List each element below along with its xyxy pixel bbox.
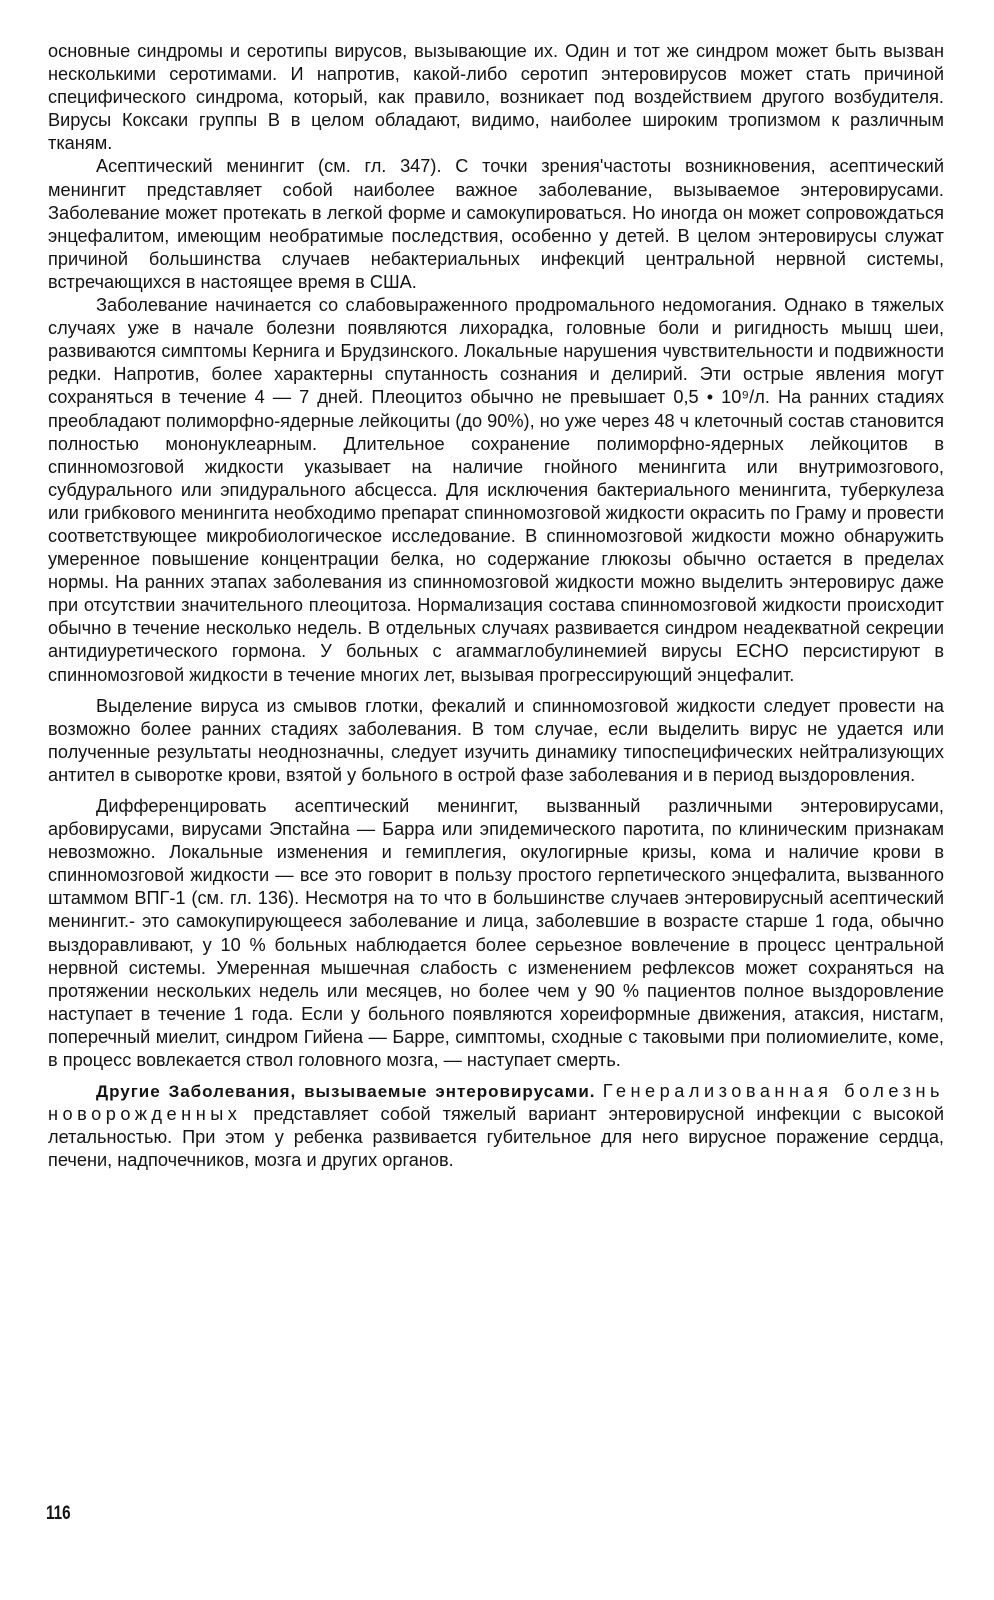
spaced-term: Генерализованная болезнь новорожденных [48, 1081, 944, 1125]
paragraph-virus-isolation: Выделение вируса из смывов глотки, фекалий и спинномозговой жидкости следует провести на возможно более ранних стадиях заболевания. В том случае, если выделить вирус не удается или полученные результаты неоднозначны, следует изучить динамику типоспецифических нейтрализующих антител в сыворотке крови, взятой у больного в острой фазе заболевания и в период выздоровления. [48, 695, 944, 785]
page-body [48, 40, 944, 1173]
paragraph-aseptic-meningitis: Асептический менингит (см. гл. 347). С точки зрения'частоты возникновения, асептический менингит представляет собой наиболее важное заболевание, вызываемое энтеровирусами. Заболевание может протекать в легкой форме и самокупироваться. Но иногда он может сопровождаться энцефалитом, имеющим необратимые последствия, особенно у детей. В целом энтеровирусы служат причиной большинства случаев небактериальных инфекций центральной нервной системы, встречающихся в настоящее время в США. [48, 156, 944, 292]
paragraph-1: основные синдромы и серотипы вирусов, вызывающие их. Один и тот же синдром может быть вызван несколькими серотимами. И напротив, какой-либо серотип энтеровирусов может стать причиной специфического синдрома, который, как правило, возникает под воздействием другого возбудителя. Вирусы Коксаки группы В в целом обладают, видимо, наиболее широким тропизмом к различным тканям. [48, 41, 944, 154]
section-heading: Другие Заболевания, вызываемые энтеровирусами. [96, 1082, 596, 1102]
page-number: 116 [46, 1503, 71, 1524]
paragraph-disease-course: Заболевание начинается со слабовыраженного продромального недомогания. Однако в тяжелых случаях уже в начале болезни появляются лихорадка, головные боли и ригидность мышц шеи, развиваются симптомы Кернига и Брудзинского. Локальные нарушения чувствительности и подвижности редки. Напротив, более характерны спутанность сознания и делирий. Эти острые явления могут сохраняться в течение 4 — 7 дней. Плеоцитоз обычно не превышает 0,5 • 10⁹/л. На ранних стадиях преобладают полиморфно-ядерные лейкоциты (до 90%), но уже через 48 ч клеточный состав становится полностью мононуклеарным. Длительное сохранение полиморфно-ядерных лейкоцитов в спинномозговой жидкости указывает на наличие гнойного менингита или внутримозгового, субдурального или эпидурального абсцесса. Для исключения бактериального менингита, туберкулеза или грибкового менингита необходимо препарат спинномозговой жидкости окрасить по Граму и провести соответствующее микробиологическое исследование. В спинномозговой жидкости можно обнаружить умеренное повышение концентрации белка, но содержание глюкозы обычно остается в пределах нормы. На ранних этапах заболевания из спинномозговой жидкости можно выделить энтеровирус даже при отсутствии значительного плеоцитоза. Нормализация состава спинномозговой жидкости происходит обычно в течение несколько недель. В отдельных случаях развивается синдром неадекватной секреции антидиуретического гормона. У больных с агаммаглобулинемией вирусы ECHO персистируют в спинномозговой жидкости в течение многих лет, вызывая прогрессирующий энцефалит. [48, 295, 944, 685]
section-text: представляет собой тяжелый вариант энтеровирусной инфекции с высокой летальностью. При этом у ребенка развивается губительное для него вирусное поражение сердца, печени, надпочечников, мозга и других органов. [48, 1104, 944, 1171]
paragraph-differential-diagnosis: Дифференцировать асептический менингит, вызванный различными энтеровирусами, арбовирусами, вирусами Эпстайна — Барра или эпидемического паротита, по клиническим признакам невозможно. Локальные изменения и гемиплегия, окулогирные кризы, кома и наличие крови в спинномозговой жидкости — все это говорит в пользу простого герпетического энцефалита, вызванного штаммом ВПГ-1 (см. гл. 136). Несмотря на то что в большинстве случаев энтеровирусный асептический менингит.- это самокупирующееся заболевание и лица, заболевшие в возрасте старше 1 года, обычно выздоравливают, у 10 % больных наблюдается более серьезное вовлечение в процесс центральной нервной системы. Умеренная мышечная слабость с изменением рефлексов может сохраняться на протяжении нескольких недель или месяцев, но более чем у 90 % пациентов полное выздоровление наступает в течение 1 года. Если у больного появляются хореиформные движения, атаксия, нистагм, поперечный миелит, синдром Гийена — Барре, симптомы, сходные с таковыми при полиомиелите, коме, в процесс вовлекается ствол головного мозга, — наступает смерть. [48, 796, 944, 1071]
paragraph-other-diseases [48, 1080, 944, 1172]
